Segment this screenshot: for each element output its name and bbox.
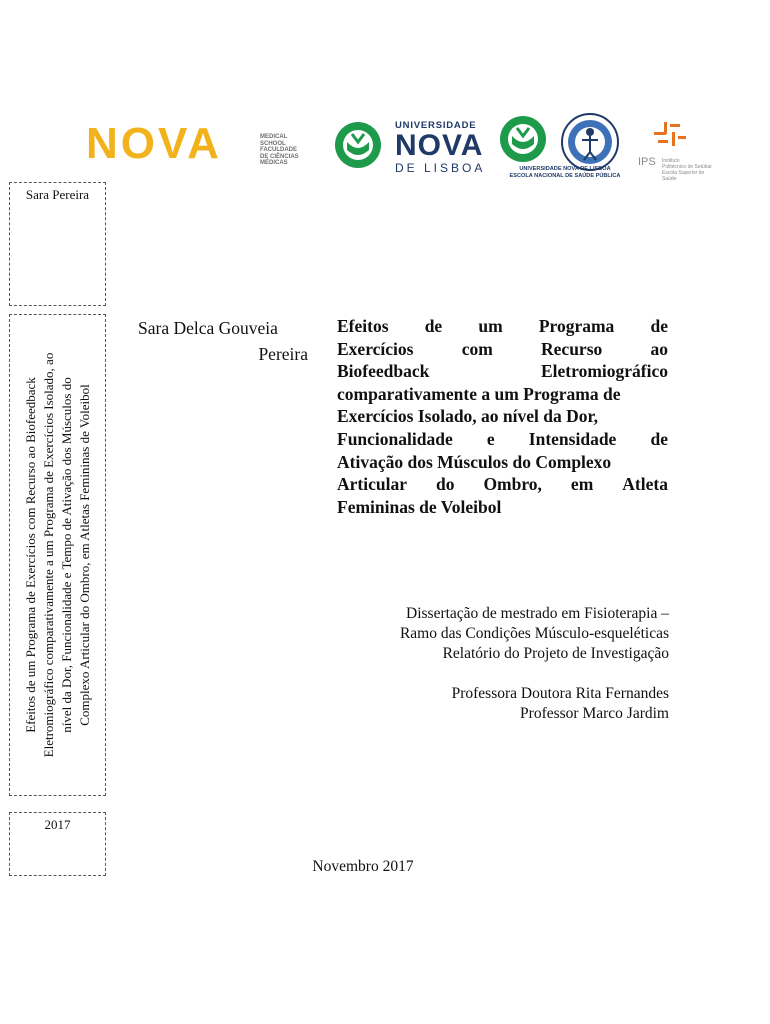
title-word: com bbox=[461, 338, 493, 359]
ips-text bbox=[662, 158, 711, 182]
author-line2: Pereira bbox=[258, 344, 308, 364]
title-word: de bbox=[650, 316, 668, 336]
title-line2 bbox=[337, 338, 668, 361]
dissertation-line3: Relatório do Projeto de Investigação bbox=[442, 645, 669, 662]
title-line7: Ativação dos Músculos do Complexo bbox=[337, 451, 612, 472]
dissertation-line2: Ramo das Condições Músculo-esqueléticas bbox=[399, 625, 669, 642]
title-word: de bbox=[650, 428, 668, 449]
title-word: Articular bbox=[337, 474, 407, 495]
spine-title-line: Efeitos de um Programa de Exercícios com Recurso ao Biofeedback bbox=[23, 377, 38, 733]
spine-title-line: Complexo Articular do Ombro, em Atletas Femininas de Voleibol bbox=[77, 384, 92, 726]
dissertation-info bbox=[269, 604, 669, 664]
spine-year: 2017 bbox=[44, 817, 71, 832]
thesis-title bbox=[337, 315, 668, 518]
unl-line2: NOVA bbox=[395, 129, 484, 162]
spine-title-line: nível da Dor, Funcionalidade e Tempo de Ativação dos Músculos do bbox=[59, 377, 74, 733]
title-word: ao bbox=[650, 338, 668, 359]
ips-line: Escola Superior de bbox=[662, 170, 705, 176]
title-line4: comparativamente a um Programa de bbox=[337, 383, 621, 404]
title-word: em bbox=[570, 474, 594, 495]
ips-line: Saúde bbox=[662, 176, 677, 182]
spine-author-box bbox=[9, 182, 106, 306]
title-word: Funcionalidade bbox=[337, 428, 453, 449]
title-word: Programa bbox=[538, 316, 615, 336]
author-name bbox=[138, 315, 308, 367]
title-word: Atleta bbox=[622, 474, 668, 495]
supervisors bbox=[269, 684, 669, 724]
title-line9: Femininas de Voleibol bbox=[337, 496, 502, 517]
nova-med-line: FACULDADE bbox=[260, 147, 297, 154]
title-word: e bbox=[486, 428, 495, 449]
title-line8 bbox=[337, 473, 668, 496]
nova-medical-subtitle bbox=[260, 134, 320, 167]
spine-title-box bbox=[9, 314, 106, 796]
title-line3 bbox=[337, 360, 668, 383]
nova-med-line: MÉDICAS bbox=[260, 160, 288, 167]
spine-title bbox=[22, 327, 94, 783]
submission-date: Novembro 2017 bbox=[312, 858, 414, 875]
nova-medical-school-logo bbox=[86, 120, 316, 170]
supervisor-1: Professora Doutora Rita Fernandes bbox=[451, 685, 669, 702]
universidade-nova-lisboa-logo bbox=[395, 120, 495, 180]
title-word: Ombro, bbox=[483, 474, 542, 495]
title-word: Biofeedback bbox=[337, 361, 430, 382]
ensp-caption-line1: UNIVERSIDADE NOVA DE LISBOA bbox=[519, 166, 611, 172]
title-word: um bbox=[478, 316, 503, 336]
title-word: Intensidade bbox=[528, 428, 617, 449]
supervisor-2: Professor Marco Jardim bbox=[520, 705, 669, 722]
ips-line: Instituto bbox=[662, 158, 680, 164]
ips-acronym: IPS bbox=[638, 156, 656, 168]
nova-med-line: SCHOOL bbox=[260, 140, 286, 147]
ips-line: Politécnico de Setúbal bbox=[662, 164, 712, 170]
ips-mark-icon bbox=[648, 120, 688, 152]
title-word: de bbox=[424, 316, 443, 336]
title-word: do bbox=[435, 474, 455, 495]
nova-wordmark: NOVA bbox=[86, 119, 222, 168]
title-word: Eletromiográfico bbox=[541, 361, 668, 382]
spine-author: Sara Pereira bbox=[25, 187, 90, 202]
ips-logo bbox=[638, 120, 730, 190]
unl-line1: UNIVERSIDADE bbox=[395, 120, 477, 131]
spine-title-line: Eletromiográfico comparativamente a um Programa de Exercícios Isolado, ao bbox=[41, 352, 56, 758]
author-line1: Sara Delca Gouveia bbox=[138, 318, 278, 338]
unl-emblem-icon bbox=[333, 120, 383, 170]
title-word: Recurso bbox=[541, 338, 603, 359]
ensp-caption bbox=[490, 166, 640, 180]
ensp-caption-line2: ESCOLA NACIONAL DE SAÚDE PÚBLICA bbox=[509, 173, 621, 179]
title-word: Exercícios bbox=[337, 338, 414, 359]
dissertation-line1: Dissertação de mestrado em Fisioterapia – bbox=[406, 605, 669, 622]
title-line6 bbox=[337, 428, 668, 451]
title-line1 bbox=[337, 315, 668, 338]
unl-line3: DE LISBOA bbox=[395, 161, 486, 175]
nova-med-line: DE CIÊNCIAS bbox=[260, 153, 299, 160]
logo-strip bbox=[0, 110, 770, 190]
ensp-unl-emblem-icon bbox=[498, 114, 548, 164]
title-word: Efeitos bbox=[337, 316, 389, 336]
title-line5: Exercícios Isolado, ao nível da Dor, bbox=[337, 406, 599, 427]
nova-med-line: MEDICAL bbox=[260, 134, 288, 140]
